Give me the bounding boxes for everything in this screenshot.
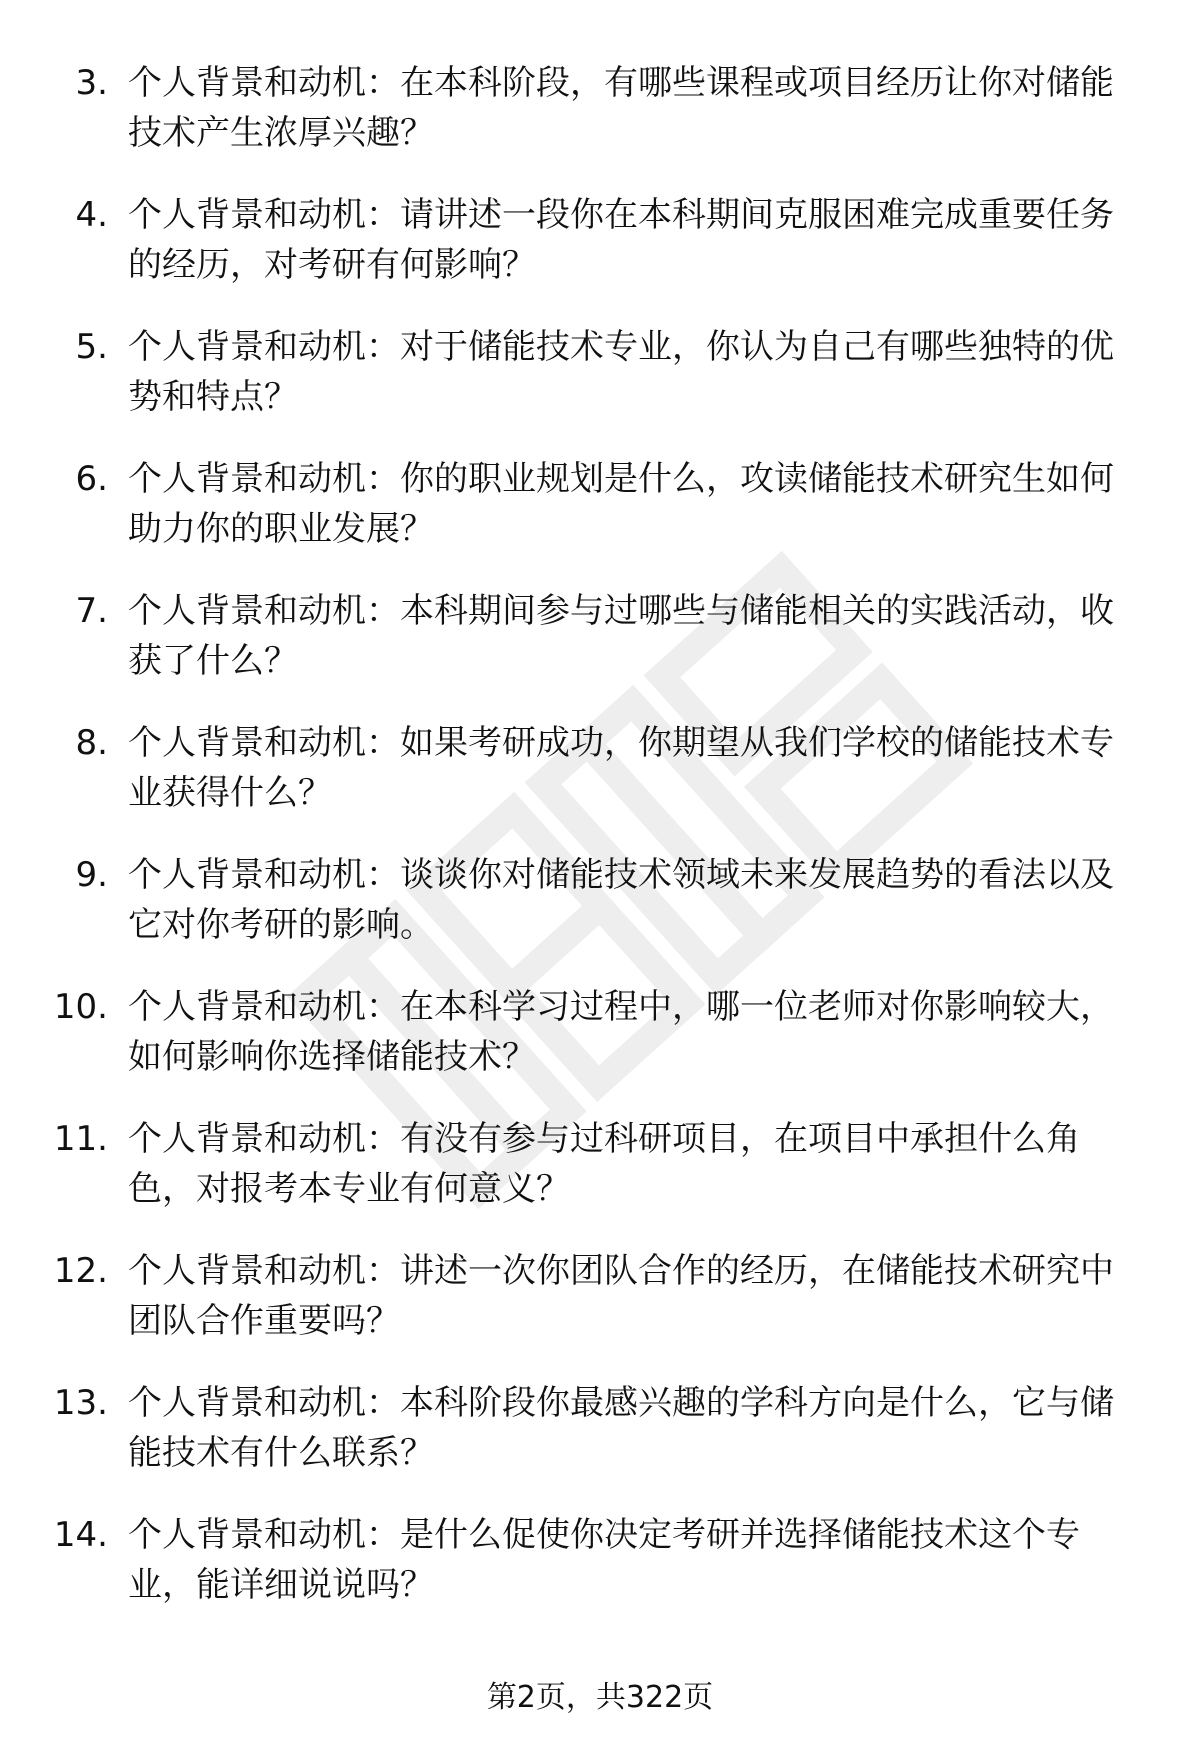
- question-number: 14.: [53, 1515, 108, 1555]
- question-number: 11.: [53, 1119, 108, 1159]
- question-item: [0, 982, 1200, 1114]
- question-text: 个人背景和动机：对于储能技术专业，你认为自己有哪些独特的优势和特点？: [128, 327, 1114, 417]
- question-item: [0, 1378, 1200, 1510]
- question-item: [0, 1114, 1200, 1246]
- question-item: [0, 1246, 1200, 1378]
- question-text: 个人背景和动机：是什么促使你决定考研并选择储能技术这个专业，能详细说说吗？: [128, 1515, 1080, 1605]
- question-text: 个人背景和动机：你的职业规划是什么，攻读储能技术研究生如何助力你的职业发展？: [128, 459, 1114, 549]
- question-number: 5.: [75, 327, 108, 367]
- question-item: [0, 322, 1200, 454]
- question-text: 个人背景和动机：在本科阶段，有哪些课程或项目经历让你对储能技术产生浓厚兴趣？: [128, 63, 1114, 153]
- question-item: [0, 586, 1200, 718]
- question-item: [0, 1510, 1200, 1642]
- question-item: [0, 850, 1200, 982]
- question-number: 8.: [75, 723, 108, 763]
- question-text: 个人背景和动机：请讲述一段你在本科期间克服困难完成重要任务的经历，对考研有何影响？: [128, 195, 1114, 285]
- question-number: 6.: [75, 459, 108, 499]
- question-number: 9.: [75, 855, 108, 895]
- question-text: 个人背景和动机：在本科学习过程中，哪一位老师对你影响较大，如何影响你选择储能技术？: [128, 987, 1114, 1077]
- question-number: 7.: [75, 591, 108, 631]
- question-number: 10.: [53, 987, 108, 1027]
- question-list: [0, 58, 1200, 1642]
- question-number: 13.: [53, 1383, 108, 1423]
- page-number: 第2页，共322页: [486, 1680, 714, 1715]
- question-item: [0, 454, 1200, 586]
- question-text: 个人背景和动机：本科期间参与过哪些与储能相关的实践活动，收获了什么？: [128, 591, 1114, 681]
- question-item: [0, 58, 1200, 190]
- question-number: 4.: [75, 195, 108, 235]
- question-item: [0, 718, 1200, 850]
- question-text: 个人背景和动机：如果考研成功，你期望从我们学校的储能技术专业获得什么？: [128, 723, 1114, 813]
- question-text: 个人背景和动机：讲述一次你团队合作的经历，在储能技术研究中团队合作重要吗？: [128, 1251, 1114, 1341]
- question-text: 个人背景和动机：谈谈你对储能技术领域未来发展趋势的看法以及它对你考研的影响。: [128, 855, 1114, 945]
- question-text: 个人背景和动机：本科阶段你最感兴趣的学科方向是什么，它与储能技术有什么联系？: [128, 1383, 1114, 1473]
- question-number: 12.: [53, 1251, 108, 1291]
- question-item: [0, 190, 1200, 322]
- question-text: 个人背景和动机：有没有参与过科研项目，在项目中承担什么角色，对报考本专业有何意义？: [128, 1119, 1080, 1209]
- question-number: 3.: [75, 63, 108, 103]
